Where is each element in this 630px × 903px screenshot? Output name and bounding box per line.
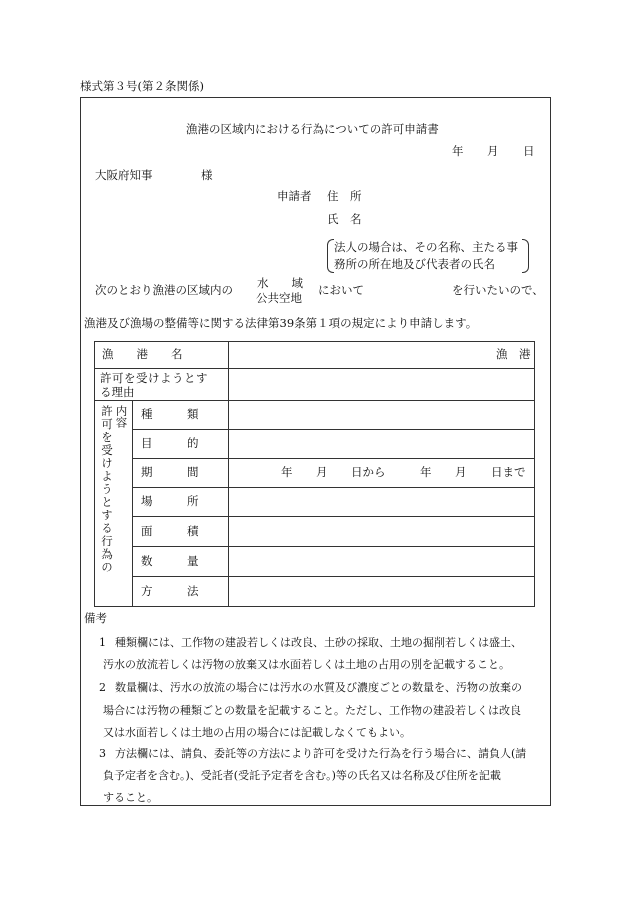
remark-2-line3: 又は水面若しくは土地の占用の場合には記載しなくてもよい。 <box>103 726 411 739</box>
remark-3-num: 3 <box>99 747 106 760</box>
remark-1-num: 1 <box>99 636 106 649</box>
row-label-method: 方 法 <box>141 584 199 598</box>
remark-1-line2: 汚水の放流若しくは汚物の放棄又は水面若しくは土地の占用の別を記載すること。 <box>103 658 510 671</box>
period-from-month: 月 <box>316 465 328 479</box>
brace-right <box>522 239 529 273</box>
reason-label-line2: る理由 <box>100 385 135 399</box>
reason-label-line1: 許可を受けようとす <box>100 371 208 385</box>
corporate-note-line2: 務所の所在地及び代表者の氏名 <box>334 257 495 271</box>
form-number: 様式第３号(第２条関係) <box>80 79 204 93</box>
date-month: 月 <box>487 144 499 158</box>
row-label-type: 種 類 <box>141 407 199 421</box>
remark-2-line1: 数量欄は、汚水の放流の場合には汚水の水質及び濃度ごとの数量を、汚物の放棄の <box>115 681 522 694</box>
name-label: 氏 名 <box>327 212 362 226</box>
remark-2-line2: 場合には汚物の種類ごとの数量を記載すること。ただし、工作物の建設若しくは改良 <box>103 704 521 717</box>
remark-3-line3: すること。 <box>103 791 158 804</box>
addressee: 大阪府知事 <box>95 168 153 182</box>
port-suffix: 漁 港 <box>496 347 531 361</box>
remark-2-num: 2 <box>99 681 106 694</box>
side-label: 許可を受けようとする行為の <box>99 405 114 574</box>
statement-prefix: 次のとおり漁港の区域内の <box>95 283 233 297</box>
date-day: 日 <box>523 144 535 158</box>
applicant-label: 申請者 <box>277 189 312 203</box>
statement-line2: 漁港及び漁場の整備等に関する法律第39条第１項の規定により申請します。 <box>84 316 478 330</box>
address-label: 住 所 <box>327 189 362 203</box>
period-from-day: 日から <box>351 465 386 479</box>
form-title: 漁港の区域内における行為についての許可申請書 <box>186 122 439 136</box>
period-to-day: 日まで <box>491 465 526 479</box>
period-to-month: 月 <box>455 465 467 479</box>
remark-3-line1: 方法欄には、請負、委託等の方法により許可を受けた行為を行う場合に、請負人(請 <box>115 747 527 760</box>
statement-suffix: を行いたいので、 <box>452 283 544 297</box>
statement-option-land: 公共空地 <box>256 291 302 305</box>
row-label-area: 面 積 <box>141 524 199 538</box>
remarks-heading: 備考 <box>84 611 107 625</box>
corporate-note-line1: 法人の場合は、その名称、主たる事 <box>334 240 518 254</box>
row-label-place: 場 所 <box>141 494 199 508</box>
row-label-purpose: 目 的 <box>141 436 199 450</box>
statement-option-water: 水 域 <box>257 276 303 290</box>
port-name-label: 漁 港 名 <box>102 347 183 361</box>
brace-left <box>327 239 334 273</box>
form-frame <box>80 97 551 806</box>
period-to-year: 年 <box>420 465 432 479</box>
remark-1-line1: 種類欄には、工作物の建設若しくは改良、土砂の採取、土地の掘削若しくは盛土、 <box>115 636 522 649</box>
content-label: 内容 <box>114 405 129 428</box>
honorific: 様 <box>201 168 213 182</box>
date-year: 年 <box>452 144 464 158</box>
remark-3-line2: 負予定者を含む。)、受託者(受託予定者を含む。)等の氏名又は名称及び住所を記載 <box>103 769 501 782</box>
row-label-quantity: 数 量 <box>141 554 199 568</box>
period-from-year: 年 <box>281 465 293 479</box>
row-label-period: 期 間 <box>141 465 199 479</box>
statement-middle: において <box>318 283 364 297</box>
